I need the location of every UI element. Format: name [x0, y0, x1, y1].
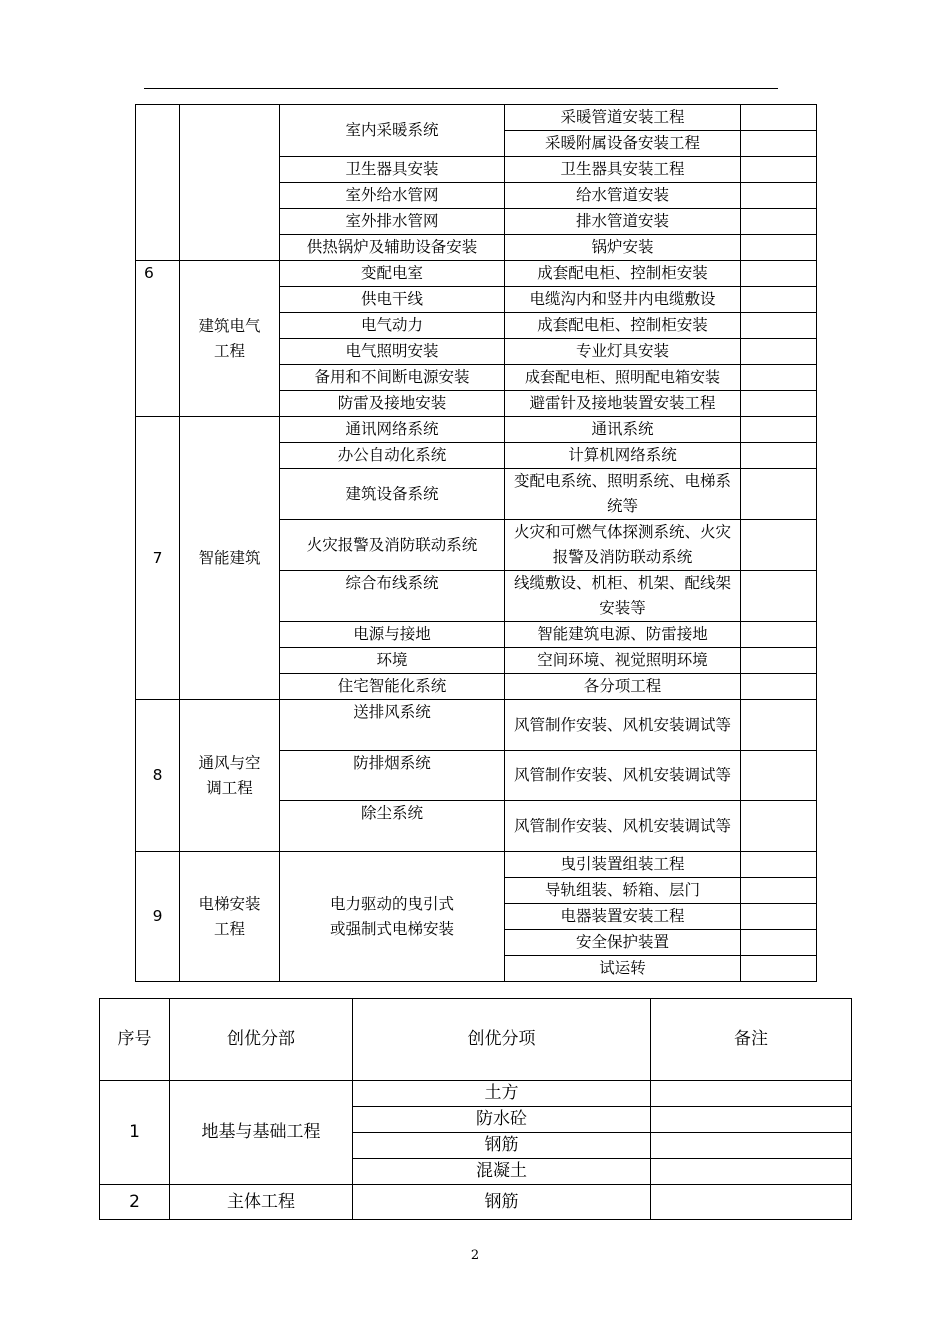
remark-cell: [741, 674, 817, 700]
subsection-cell: 送排风系统: [280, 700, 505, 751]
group-name-cell: 电梯安装工程: [180, 852, 280, 982]
subsection-cell: 备用和不间断电源安装: [280, 365, 505, 391]
remark-cell: [741, 469, 817, 520]
excellence-items-table: [99, 998, 852, 1220]
remark-cell: [741, 520, 817, 571]
item-cell: 采暖管道安装工程: [505, 105, 741, 131]
group-name-cell: 智能建筑: [180, 417, 280, 700]
remark-cell: [741, 878, 817, 904]
remark-cell: [741, 417, 817, 443]
remark-cell: [741, 700, 817, 751]
item-cell: 专业灯具安装: [505, 339, 741, 365]
group-no-cell: 2: [100, 1185, 170, 1220]
item-cell: 曳引装置组装工程: [505, 852, 741, 878]
subsection-cell: 室内采暖系统: [280, 105, 505, 157]
header-no: 序号: [100, 999, 170, 1081]
subsection-cell: 供热锅炉及辅助设备安装: [280, 235, 505, 261]
item-cell: 排水管道安装: [505, 209, 741, 235]
item-cell: 试运转: [505, 956, 741, 982]
item-cell: 通讯系统: [505, 417, 741, 443]
item-cell: 导轨组装、轿箱、层门: [505, 878, 741, 904]
sub-items-table-continued: [135, 104, 817, 982]
group-no-cell: 1: [100, 1081, 170, 1185]
remark-cell: [741, 313, 817, 339]
subsection-cell: 电气动力: [280, 313, 505, 339]
subsection-cell: 火灾报警及消防联动系统: [280, 520, 505, 571]
item-cell: 成套配电柜、照明配电箱安装: [505, 365, 741, 391]
subsection-cell: 建筑设备系统: [280, 469, 505, 520]
remark-cell: [741, 157, 817, 183]
item-cell: 锅炉安装: [505, 235, 741, 261]
subsection-cell: 环境: [280, 648, 505, 674]
group-name-cell: 建筑电气工程: [180, 261, 280, 417]
item-cell: 防水砼: [353, 1107, 651, 1133]
remark-cell: [741, 852, 817, 878]
item-cell: 电器装置安装工程: [505, 904, 741, 930]
group-no-cell: 6: [136, 261, 180, 417]
subsection-cell: 室外给水管网: [280, 183, 505, 209]
subsection-cell: 电力驱动的曳引式或强制式电梯安装: [280, 852, 505, 982]
remark-cell: [741, 209, 817, 235]
subsection-cell: 电气照明安装: [280, 339, 505, 365]
subsection-cell: 除尘系统: [280, 801, 505, 852]
remark-cell: [741, 904, 817, 930]
item-cell: 土方: [353, 1081, 651, 1107]
item-cell: 卫生器具安装工程: [505, 157, 741, 183]
remark-cell: [741, 443, 817, 469]
item-cell: 混凝土: [353, 1159, 651, 1185]
subsection-cell: 卫生器具安装: [280, 157, 505, 183]
item-cell: 采暖附属设备安装工程: [505, 131, 741, 157]
subsection-cell: 通讯网络系统: [280, 417, 505, 443]
group-no-cell: 7: [136, 417, 180, 700]
remark-cell: [741, 801, 817, 852]
group-name-cell: 通风与空调工程: [180, 700, 280, 852]
remark-cell: [651, 1107, 852, 1133]
subsection-cell: 变配电室: [280, 261, 505, 287]
item-cell: 变配电系统、照明系统、电梯系统等: [505, 469, 741, 520]
remark-cell: [741, 956, 817, 982]
remark-cell: [741, 339, 817, 365]
remark-cell: [651, 1081, 852, 1107]
remark-cell: [741, 365, 817, 391]
group-no-cell: 9: [136, 852, 180, 982]
item-cell: 风管制作安装、风机安装调试等: [505, 801, 741, 852]
group-name-cell: 主体工程: [170, 1185, 353, 1220]
remark-cell: [651, 1185, 852, 1220]
header-subitem: 创优分项: [353, 999, 651, 1081]
remark-cell: [741, 131, 817, 157]
group-name-cell: 地基与基础工程: [170, 1081, 353, 1185]
remark-cell: [651, 1133, 852, 1159]
page-number: 2: [470, 1248, 480, 1263]
remark-cell: [741, 930, 817, 956]
remark-cell: [741, 235, 817, 261]
item-cell: 避雷针及接地装置安装工程: [505, 391, 741, 417]
header-rule: [144, 88, 778, 89]
remark-cell: [741, 648, 817, 674]
item-cell: 火灾和可燃气体探测系统、火灾报警及消防联动系统: [505, 520, 741, 571]
header-remark: 备注: [651, 999, 852, 1081]
item-cell: 线缆敷设、机柜、机架、配线架安装等: [505, 571, 741, 622]
subsection-cell: 防排烟系统: [280, 751, 505, 801]
subsection-cell: 室外排水管网: [280, 209, 505, 235]
item-cell: 钢筋: [353, 1185, 651, 1220]
item-cell: 计算机网络系统: [505, 443, 741, 469]
remark-cell: [741, 105, 817, 131]
item-cell: 智能建筑电源、防雷接地: [505, 622, 741, 648]
item-cell: 成套配电柜、控制柜安装: [505, 313, 741, 339]
group-no-cell: [136, 105, 180, 261]
subsection-cell: 办公自动化系统: [280, 443, 505, 469]
item-cell: 空间环境、视觉照明环境: [505, 648, 741, 674]
group-no-cell: 8: [136, 700, 180, 852]
remark-cell: [741, 622, 817, 648]
remark-cell: [741, 391, 817, 417]
remark-cell: [741, 183, 817, 209]
subsection-cell: 住宅智能化系统: [280, 674, 505, 700]
item-cell: 各分项工程: [505, 674, 741, 700]
item-cell: 风管制作安装、风机安装调试等: [505, 751, 741, 801]
remark-cell: [741, 287, 817, 313]
item-cell: 安全保护装置: [505, 930, 741, 956]
subsection-cell: 电源与接地: [280, 622, 505, 648]
subsection-cell: 供电干线: [280, 287, 505, 313]
item-cell: 电缆沟内和竖井内电缆敷设: [505, 287, 741, 313]
remark-cell: [741, 261, 817, 287]
remark-cell: [651, 1159, 852, 1185]
subsection-cell: 综合布线系统: [280, 571, 505, 622]
header-division: 创优分部: [170, 999, 353, 1081]
group-name-cell: [180, 105, 280, 261]
item-cell: 给水管道安装: [505, 183, 741, 209]
item-cell: 钢筋: [353, 1133, 651, 1159]
item-cell: 风管制作安装、风机安装调试等: [505, 700, 741, 751]
subsection-cell: 防雷及接地安装: [280, 391, 505, 417]
item-cell: 成套配电柜、控制柜安装: [505, 261, 741, 287]
remark-cell: [741, 571, 817, 622]
remark-cell: [741, 751, 817, 801]
